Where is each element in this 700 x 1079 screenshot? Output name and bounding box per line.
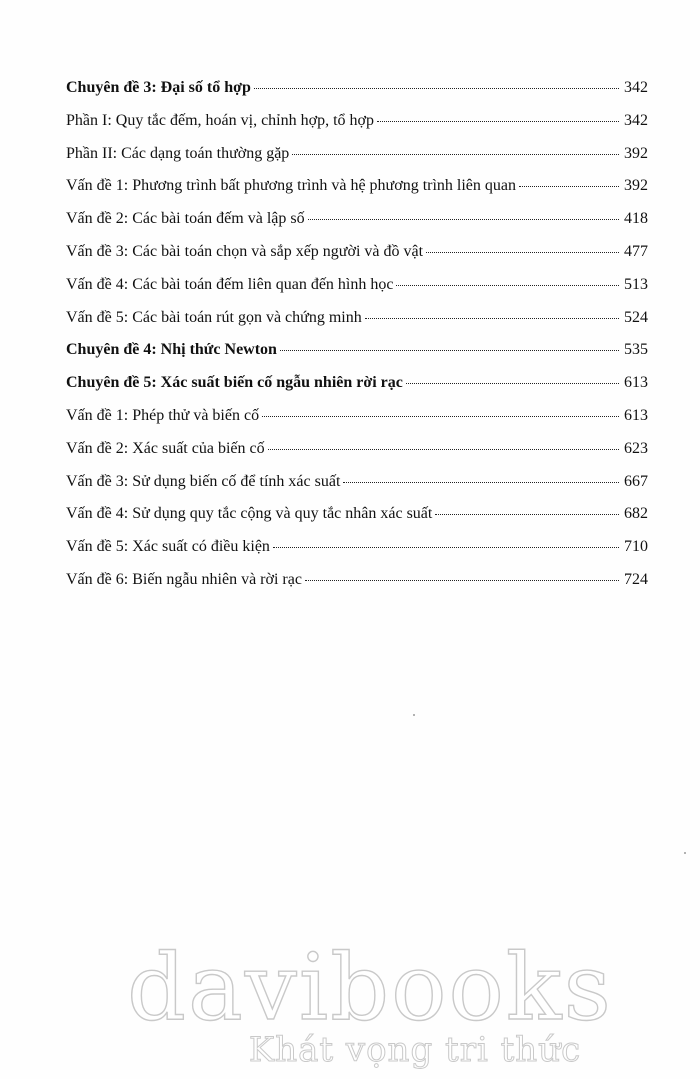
toc-entry-row [66, 308, 648, 341]
toc-page-number: 613 [624, 374, 648, 392]
watermark-brand: davibooks [127, 934, 613, 1041]
toc-page-number: 613 [624, 406, 648, 424]
toc-entry-title: Vấn đề 4: Các bài toán đếm liên quan đến hình học [66, 275, 394, 293]
toc-entry-title: Vấn đề 5: Các bài toán rút gọn và chứng minh [66, 308, 362, 326]
toc-dot-leader [426, 251, 619, 253]
toc-entry-title: Phần I: Quy tắc đếm, hoán vị, chỉnh hợp, tổ hợp [66, 111, 374, 129]
toc-dot-leader [435, 513, 619, 515]
toc-dot-leader [343, 481, 619, 483]
toc-page-number: 710 [624, 538, 648, 556]
toc-entry-row [66, 537, 648, 570]
toc-entry-row [66, 406, 648, 439]
toc-chapter-row [66, 340, 648, 373]
toc-entry-row [66, 439, 648, 472]
toc-entry-title: Chuyên đề 5: Xác suất biến cố ngẫu nhiên rời rạc [66, 374, 403, 392]
toc-dot-leader [365, 317, 619, 319]
toc-entry-row [66, 504, 648, 537]
toc-page-number: 392 [624, 177, 648, 195]
toc-entry-title: Vấn đề 4: Sử dụng quy tắc cộng và quy tắc nhân xác suất [66, 505, 433, 523]
toc-entry-title: Vấn đề 3: Sử dụng biến cố để tính xác suất [66, 472, 341, 490]
toc-dot-leader [519, 185, 619, 187]
toc-dot-leader [308, 218, 619, 220]
toc-entry-row [66, 144, 648, 177]
toc-entry-title: Chuyên đề 4: Nhị thức Newton [66, 341, 277, 359]
toc-page-number: 535 [624, 341, 648, 359]
toc-entry-title: Vấn đề 1: Phương trình bất phương trình và hệ phương trình liên quan [66, 177, 516, 195]
toc-chapter-row [66, 78, 648, 111]
toc-page-number: 477 [624, 242, 648, 260]
toc-page-number: 513 [624, 275, 648, 293]
toc-page-number: 524 [624, 308, 648, 326]
toc-page-number: 623 [624, 439, 648, 457]
toc-dot-leader [273, 546, 619, 548]
toc-dot-leader [254, 87, 619, 89]
toc-dot-leader [377, 120, 619, 122]
toc-entry-title: Vấn đề 5: Xác suất có điều kiện [66, 538, 270, 556]
scan-speck [413, 714, 415, 716]
toc-page-number: 342 [624, 79, 648, 96]
toc-entry-title: Vấn đề 2: Xác suất của biến cố [66, 439, 265, 457]
toc-chapter-row [66, 373, 648, 406]
toc-dot-leader [262, 415, 619, 417]
toc-entry-title: Vấn đề 6: Biến ngẫu nhiên và rời rạc [66, 570, 302, 588]
toc-entry-title: Vấn đề 2: Các bài toán đếm và lập số [66, 210, 305, 228]
toc-entry-row [66, 472, 648, 505]
toc-entry-title: Vấn đề 1: Phép thử và biến cố [66, 406, 260, 424]
toc-entry-title: Phần II: Các dạng toán thường gặp [66, 144, 290, 162]
toc-dot-leader [292, 153, 619, 155]
toc-page-number: 667 [624, 472, 648, 490]
toc-page-number: 724 [624, 570, 648, 588]
toc-dot-leader [268, 448, 619, 450]
toc-dot-leader [280, 349, 619, 351]
toc-entry-row [66, 275, 648, 308]
toc-entry-title: Chuyên đề 3: Đại số tổ hợp [66, 79, 251, 96]
toc-dot-leader [305, 579, 619, 581]
watermark-slogan: Khát vọng tri thức [248, 1030, 582, 1070]
toc-dot-leader [406, 382, 619, 384]
toc-page-number: 392 [624, 144, 648, 162]
toc-page-number: 342 [624, 111, 648, 129]
toc-page-number: 682 [624, 505, 648, 523]
toc-entry-row [66, 242, 648, 275]
toc-entry-row [66, 209, 648, 242]
table-of-contents [66, 78, 648, 603]
toc-dot-leader [396, 284, 619, 286]
toc-page-number: 418 [624, 210, 648, 228]
scan-speck [684, 852, 686, 854]
toc-entry-row [66, 111, 648, 144]
toc-entry-row [66, 176, 648, 209]
toc-entry-title: Vấn đề 3: Các bài toán chọn và sắp xếp người và đồ vật [66, 242, 424, 260]
toc-entry-row [66, 570, 648, 603]
